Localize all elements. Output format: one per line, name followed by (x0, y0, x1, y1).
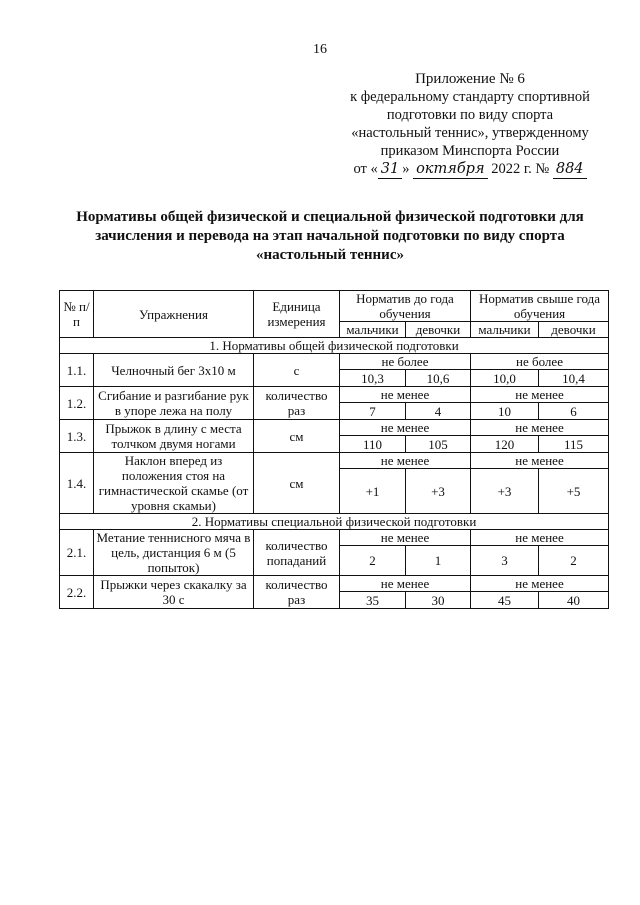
row-exercise: Челночный бег 3х10 м (94, 354, 254, 387)
title-line-2: зачисления и перевода на этап начальной подготовки по виду спорта (95, 228, 565, 244)
section-row (60, 338, 609, 354)
header-row (60, 291, 609, 322)
row-exercise: Прыжки через скакалку за 30 с (94, 576, 254, 609)
row-num: 1.3. (60, 420, 94, 453)
table-row (60, 387, 609, 403)
row-num: 1.4. (60, 453, 94, 514)
row-unit: количество попаданий (254, 530, 340, 576)
section-title: 1. Нормативы общей физической подготовки (60, 338, 609, 354)
row-cond-2: не менее (471, 387, 609, 403)
date-mid: » (402, 161, 410, 177)
header-boys-2: мальчики (471, 322, 539, 338)
header-group-2: Норматив свыше года обучения (471, 291, 609, 322)
value-cell: 2 (539, 546, 609, 576)
row-unit: количество раз (254, 576, 340, 609)
value-cell: 35 (340, 592, 406, 609)
header-unit: Единица измерения (254, 291, 340, 338)
table-row (60, 420, 609, 436)
handwritten-day: 31 (378, 160, 402, 179)
value-cell: 2 (340, 546, 406, 576)
year-text: 2022 г. № (491, 161, 550, 177)
row-cond-1: не менее (340, 453, 471, 469)
section-title: 2. Нормативы специальной физической подготовки (60, 514, 609, 530)
value-cell: 30 (406, 592, 471, 609)
row-exercise: Метание теннисного мяча в цель, дистанция 6 м (5 попыток) (94, 530, 254, 576)
value-cell: +3 (471, 469, 539, 514)
title-line-1: Нормативы общей физической и специальной физической подготовки для (76, 209, 584, 225)
table-row (60, 576, 609, 592)
row-cond-2: не менее (471, 576, 609, 592)
row-cond-2: не менее (471, 420, 609, 436)
value-cell: 6 (539, 403, 609, 420)
header-exercise: Упражнения (94, 291, 254, 338)
value-cell: +3 (406, 469, 471, 514)
appendix-line-1: к федеральному стандарту спортивной (350, 89, 590, 105)
row-unit: с (254, 354, 340, 387)
row-cond-1: не менее (340, 420, 471, 436)
value-cell: 120 (471, 436, 539, 453)
header-girls-2: девочки (539, 322, 609, 338)
title-line-3: «настольный теннис» (256, 247, 404, 263)
value-cell: +1 (340, 469, 406, 514)
row-cond-1: не менее (340, 530, 471, 546)
appendix-date-line (335, 160, 605, 179)
value-cell: 115 (539, 436, 609, 453)
header-num: № п/п (60, 291, 94, 338)
row-unit: см (254, 420, 340, 453)
value-cell: 7 (340, 403, 406, 420)
table-row (60, 354, 609, 370)
row-num: 2.1. (60, 530, 94, 576)
value-cell: 40 (539, 592, 609, 609)
document-title (60, 208, 600, 265)
row-cond-2: не менее (471, 530, 609, 546)
value-cell: 10,6 (406, 370, 471, 387)
row-cond-1: не более (340, 354, 471, 370)
header-group-1: Норматив до года обучения (340, 291, 471, 322)
value-cell: 105 (406, 436, 471, 453)
row-num: 2.2. (60, 576, 94, 609)
appendix-title: Приложение № 6 (415, 71, 525, 87)
header-girls-1: девочки (406, 322, 471, 338)
row-cond-2: не менее (471, 453, 609, 469)
appendix-line-4: приказом Минспорта России (380, 143, 560, 159)
table-row (60, 453, 609, 469)
value-cell: 4 (406, 403, 471, 420)
value-cell: 45 (471, 592, 539, 609)
value-cell: 1 (406, 546, 471, 576)
row-num: 1.2. (60, 387, 94, 420)
value-cell: 3 (471, 546, 539, 576)
handwritten-order-number: 884 (553, 160, 587, 179)
row-unit: количество раз (254, 387, 340, 420)
norms-table (59, 290, 609, 609)
row-exercise: Сгибание и разгибание рук в упоре лежа на полу (94, 387, 254, 420)
handwritten-month: октября (413, 160, 487, 179)
value-cell: 110 (340, 436, 406, 453)
row-exercise: Прыжок в длину с места толчком двумя ногами (94, 420, 254, 453)
page-number: 16 (313, 42, 327, 57)
value-cell: 10,0 (471, 370, 539, 387)
row-cond-2: не более (471, 354, 609, 370)
value-cell: 10,4 (539, 370, 609, 387)
row-cond-1: не менее (340, 576, 471, 592)
date-prefix: от « (353, 161, 378, 177)
row-num: 1.1. (60, 354, 94, 387)
table-row (60, 530, 609, 546)
appendix-block (335, 70, 605, 179)
value-cell: 10 (471, 403, 539, 420)
header-boys-1: мальчики (340, 322, 406, 338)
row-exercise: Наклон вперед из положения стоя на гимнастической скамье (от уровня скамьи) (94, 453, 254, 514)
appendix-line-2: подготовки по виду спорта (386, 107, 554, 123)
row-cond-1: не менее (340, 387, 471, 403)
row-unit: см (254, 453, 340, 514)
appendix-line-3: «настольный теннис», утвержденному (351, 125, 589, 141)
section-row (60, 514, 609, 530)
value-cell: +5 (539, 469, 609, 514)
value-cell: 10,3 (340, 370, 406, 387)
